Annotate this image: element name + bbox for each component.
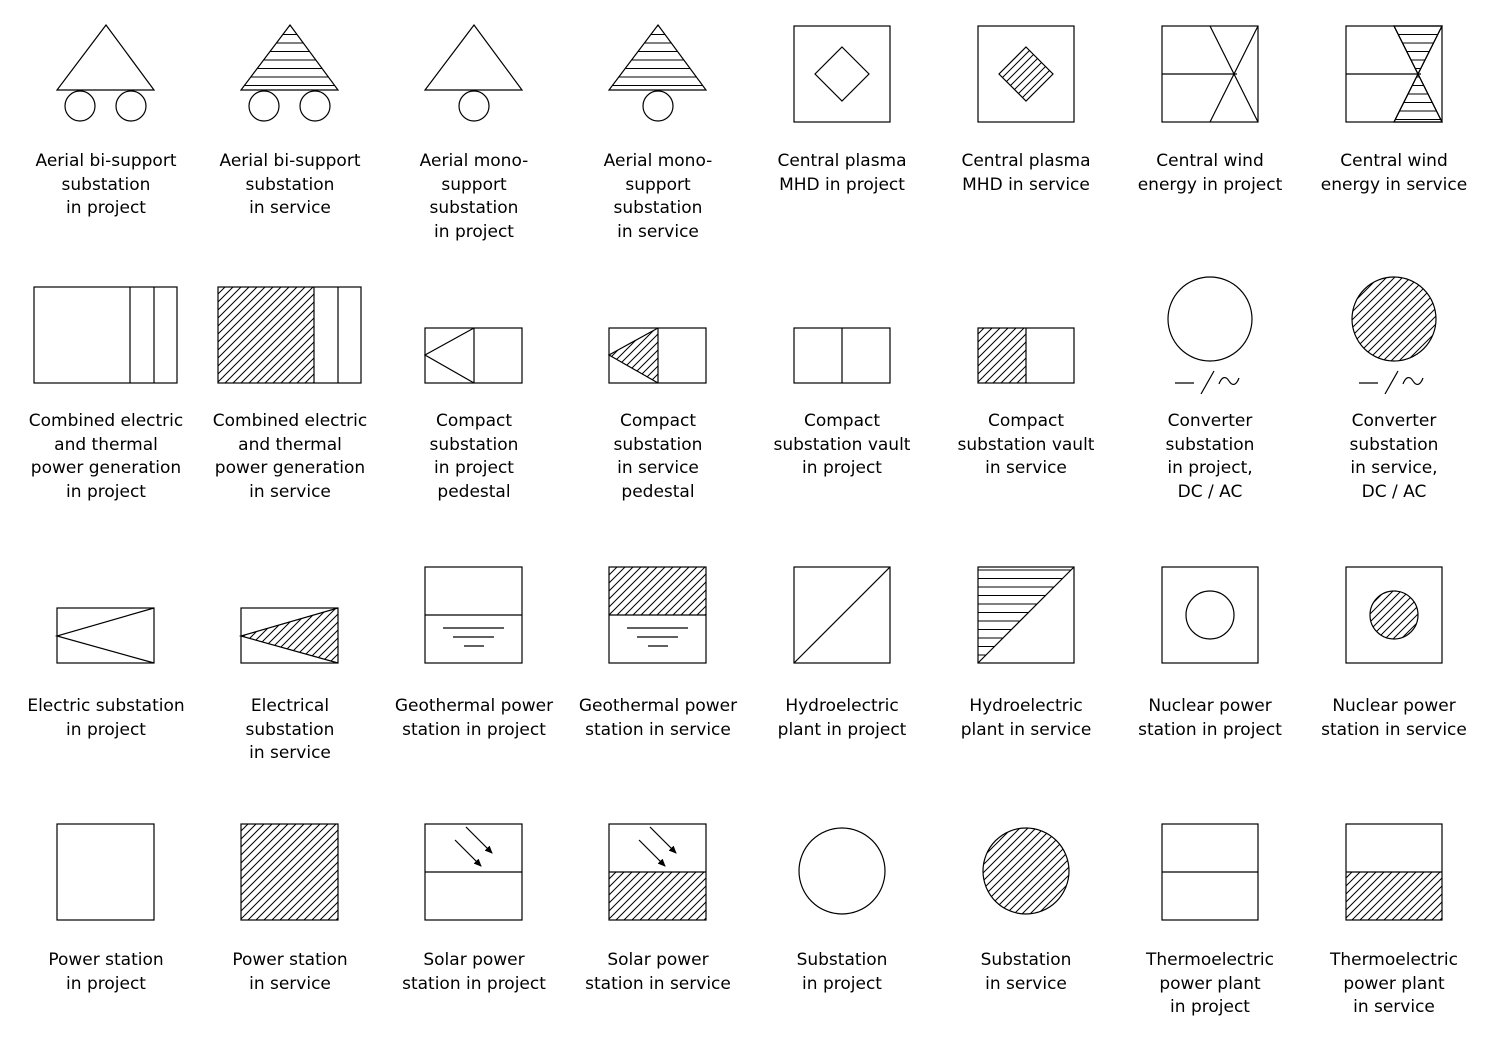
power-station-in-project-symbol [57, 824, 154, 920]
solar-power-station-in-project-symbol [425, 824, 522, 920]
central-plasma-mhd-in-project-symbol [794, 26, 890, 122]
aerial-bi-support-substation-in-project-symbol [57, 25, 154, 121]
label-central-plasma-in-service: Central plasma MHD in service [961, 151, 1091, 195]
power-station-in-service-symbol [241, 824, 338, 920]
label-central-wind-in-project: Central wind energy in project [1137, 151, 1283, 195]
label-geothermal-in-project: Geothermal power station in project [394, 696, 554, 740]
label-combined-in-service: Combined electric and thermal power generation in service [212, 411, 368, 502]
label-electrical-substation-in-service: Electrical substation in service [245, 696, 335, 764]
label-electric-substation-in-project: Electric substation in project [27, 696, 185, 740]
geothermal-power-station-in-service-symbol [609, 567, 706, 663]
label-central-wind-in-service: Central wind energy in service [1320, 151, 1468, 195]
label-converter-in-service: Converter substation in service, DC / AC [1349, 411, 1439, 502]
label-nuclear-in-service: Nuclear power station in service [1321, 696, 1467, 740]
compact-substation-in-project-pedestal-symbol [425, 328, 522, 383]
aerial-mono-support-substation-in-service-symbol [609, 25, 706, 121]
label-converter-in-project: Converter substation in project, DC / AC [1165, 411, 1255, 502]
label-compact-vault-in-service: Compact substation vault in service [957, 411, 1095, 479]
aerial-bi-support-substation-in-service-symbol [241, 25, 338, 121]
central-plasma-mhd-in-service-symbol [978, 26, 1074, 122]
aerial-mono-support-substation-in-project-symbol [425, 25, 522, 121]
substation-in-service-symbol [983, 828, 1069, 914]
label-solar-in-service: Solar power station in service [585, 950, 731, 994]
label-geothermal-in-service: Geothermal power station in service [578, 696, 738, 740]
label-substation-in-service: Substation in service [980, 950, 1072, 994]
hydroelectric-plant-in-service-symbol [978, 567, 1074, 663]
geothermal-power-station-in-project-symbol [425, 567, 522, 663]
thermoelectric-power-plant-in-project-symbol [1162, 824, 1258, 920]
label-central-plasma-in-project: Central plasma MHD in project [777, 151, 907, 195]
label-combined-in-project: Combined electric and thermal power generation in project [28, 411, 184, 502]
converter-substation-in-project-symbol [1168, 277, 1252, 394]
substation-in-project-symbol [799, 828, 885, 914]
label-thermoelectric-in-service: Thermoelectric power plant in service [1330, 950, 1458, 1018]
electrical-substation-in-service-symbol [241, 608, 338, 663]
label-aerial-bi-support-in-project: Aerial bi-support substation in project [35, 151, 177, 219]
label-nuclear-in-project: Nuclear power station in project [1138, 696, 1282, 740]
nuclear-power-station-in-service-symbol [1346, 567, 1442, 663]
label-thermoelectric-in-project: Thermoelectric power plant in project [1146, 950, 1274, 1018]
combined-electric-thermal-in-service-symbol [218, 287, 361, 383]
central-wind-energy-in-service-symbol [1346, 26, 1442, 122]
label-substation-in-project: Substation in project [796, 950, 888, 994]
label-aerial-mono-support-in-service: Aerial mono- support substation in service [603, 151, 713, 242]
nuclear-power-station-in-project-symbol [1162, 567, 1258, 663]
label-solar-in-project: Solar power station in project [402, 950, 546, 994]
label-hydroelectric-in-service: Hydroelectric plant in service [960, 696, 1092, 740]
combined-electric-thermal-in-project-symbol [34, 287, 177, 383]
label-power-station-in-project: Power station in project [48, 950, 164, 994]
compact-substation-vault-in-service-symbol [978, 328, 1074, 383]
label-compact-pedestal-in-service: Compact substation in service pedestal [613, 411, 703, 502]
compact-substation-vault-in-project-symbol [794, 328, 890, 383]
electric-substation-in-project-symbol [57, 608, 154, 663]
thermoelectric-power-plant-in-service-symbol [1346, 824, 1442, 920]
label-hydroelectric-in-project: Hydroelectric plant in project [777, 696, 907, 740]
label-compact-vault-in-project: Compact substation vault in project [773, 411, 911, 479]
label-aerial-mono-support-in-project: Aerial mono- support substation in project [419, 151, 529, 242]
label-aerial-bi-support-in-service: Aerial bi-support substation in service [219, 151, 361, 219]
converter-substation-in-service-symbol [1352, 277, 1436, 394]
central-wind-energy-in-project-symbol [1162, 26, 1258, 122]
compact-substation-in-service-pedestal-symbol [609, 328, 706, 383]
solar-power-station-in-service-symbol [609, 824, 706, 920]
hydroelectric-plant-in-project-symbol [794, 567, 890, 663]
label-power-station-in-service: Power station in service [232, 950, 348, 994]
label-compact-pedestal-in-project: Compact substation in project pedestal [429, 411, 519, 502]
